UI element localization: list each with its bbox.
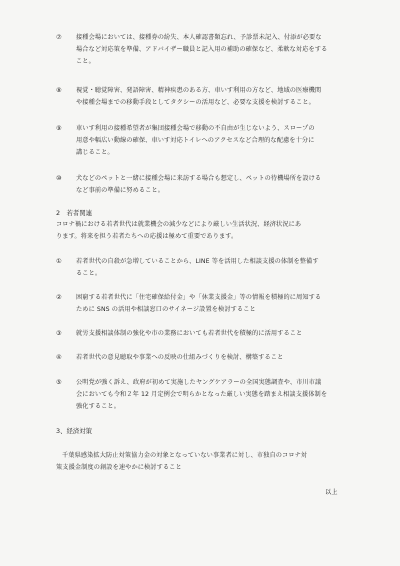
item-line: 接種会場においては、接種券の紛失、本人確認書類忘れ、予診票未記入、付添が必要な [76, 34, 322, 41]
item-line: ために SNS の活用や相談窓口のサイネージ設置を検討すること [76, 306, 256, 313]
item-line: ること。 [76, 270, 102, 277]
item-marker: ④ [56, 354, 62, 361]
item-line: 車いす利用の接種希望者が集団接種会場で移動の不自由が生じないよう、スロープの [76, 125, 315, 132]
section-heading: 3、経済対策 [56, 427, 93, 435]
item-marker: ⑦ [56, 34, 62, 41]
item-line: 用意や幅広い動線の確保、車いす対応トイレへのアクセスなど合理的な配慮を十分に [76, 137, 315, 144]
item-marker: ⑨ [56, 125, 62, 132]
item-line: や接種会場までの移動手段としてタクシーの活用など、必要な支援を検討すること。 [76, 99, 315, 106]
item-line: など事前の準備に努めること。 [76, 187, 165, 194]
item-marker: ⑤ [56, 379, 62, 386]
item-line: 講じること。 [76, 149, 114, 156]
closing-text: 以上 [325, 489, 338, 496]
item-line: 強化すること。 [76, 403, 121, 410]
item-line: 視覚・聴覚障害、発語障害、精神疾患のある方、車いす利用の方など、地域の医療機関 [76, 87, 322, 94]
item-line: 場合など対応策を準備、アドバイザー職員と記入用の補助の確保など、柔軟な対応をする [76, 46, 328, 53]
item-marker: ⑩ [56, 175, 62, 182]
section-body-line: 千葉県感染拡大防止対策協力金の対象となっていない事業者に対し、市独自のコロナ対 [62, 452, 308, 459]
item-line: 会においても令和２年 12 月定例会で明らかとなった厳しい実態を踏まえ相談支援体制を [76, 391, 328, 398]
section-intro-line: コロナ禍における若者世代は就業機会の減少などにより厳しい生活状況、経済状況にあ [56, 221, 302, 228]
item-marker: ② [56, 294, 62, 301]
item-line: こと。 [76, 58, 95, 65]
item-line: 若者世代の意見聴取や事業への反映の仕組みづくりを検討、構築すること [76, 354, 284, 361]
item-line: 公明党が強く訴え、政府が初めて実施したヤングケアラーの全国実態調査や、市川市議 [76, 379, 322, 386]
section-intro-line: ります。将来を担う若者たちへの応援は極めて重要であります。 [56, 233, 238, 240]
section-heading: 2 若者関連 [56, 209, 93, 217]
item-line: 犬などのペットと一緒に接種会場に来訪する場合も想定し、ペットの待機場所を設ける [76, 175, 322, 182]
item-marker: ① [56, 258, 62, 265]
item-line: 就労支援相談体制の強化や市の業務においても若者世代を積極的に活用すること [76, 330, 303, 337]
item-marker: ⑧ [56, 87, 62, 94]
item-line: 困窮する若者世代に「住宅確保給付金」や「休業支援金」等の情報を積極的に周知する [76, 294, 322, 301]
item-marker: ③ [56, 330, 62, 337]
section-body-line: 策支援金制度の創設を速やかに検討すること [56, 464, 182, 471]
item-line: 若者世代の自殺が急増していることから、LINE 等を活用した相談支援の体制を整備す [76, 258, 319, 265]
